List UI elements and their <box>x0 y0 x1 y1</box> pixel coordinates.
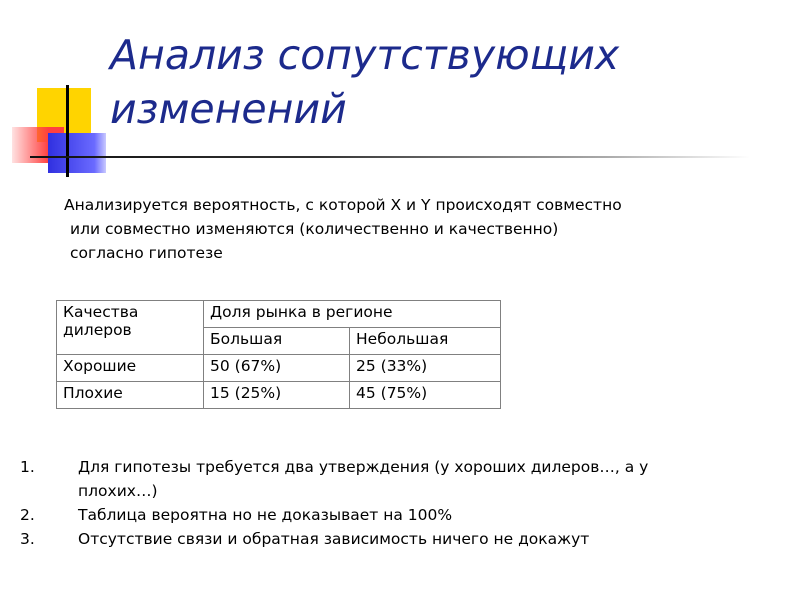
list-item <box>20 503 740 527</box>
list-text-line2: плохих…) <box>78 482 158 500</box>
slide-title-line1: Анализ сопутствующих <box>110 31 620 79</box>
table-row <box>57 382 501 409</box>
cell-large: 50 (67%) <box>204 355 350 382</box>
table-row <box>57 355 501 382</box>
subheader-large: Большая <box>204 328 350 355</box>
intro-line-2: или совместно изменяются (количественно и качественно) <box>70 220 559 238</box>
table-header-row <box>57 301 501 328</box>
intro-line-1: Анализируется вероятность, с которой X и Y происходят совместно <box>64 196 622 214</box>
list-text: Отсутствие связи и обратная зависимость ничего не докажут <box>78 530 590 548</box>
list-number: 2. <box>20 506 35 524</box>
slide-title-line2: изменений <box>110 85 347 133</box>
cell-small: 45 (75%) <box>350 382 501 409</box>
list-text-line1: Для гипотезы требуется два утверждения (у хороших дилеров…, а у <box>78 458 649 476</box>
list-text <box>78 458 648 500</box>
subheader-small: Небольшая <box>350 328 501 355</box>
logo-blue-square <box>48 133 106 173</box>
logo-vertical-line <box>66 85 69 177</box>
list-text: Таблица вероятна но не доказывает на 100% <box>78 506 453 524</box>
row-label: Хорошие <box>57 355 204 382</box>
header-dealer-quality: Качества дилеров <box>57 301 204 355</box>
conclusion-list <box>20 455 740 551</box>
header-market-share: Доля рынка в регионе <box>204 301 501 328</box>
list-number: 1. <box>20 458 35 476</box>
list-item <box>20 455 740 503</box>
cell-large: 15 (25%) <box>204 382 350 409</box>
cell-small: 25 (33%) <box>350 355 501 382</box>
intro-line-3: согласно гипотезе <box>70 244 223 262</box>
slide-title <box>110 28 750 136</box>
list-item <box>20 527 740 551</box>
dealer-market-table <box>56 300 501 409</box>
row-label: Плохие <box>57 382 204 409</box>
title-divider <box>30 156 750 158</box>
list-number: 3. <box>20 530 35 548</box>
intro-text <box>64 193 724 265</box>
